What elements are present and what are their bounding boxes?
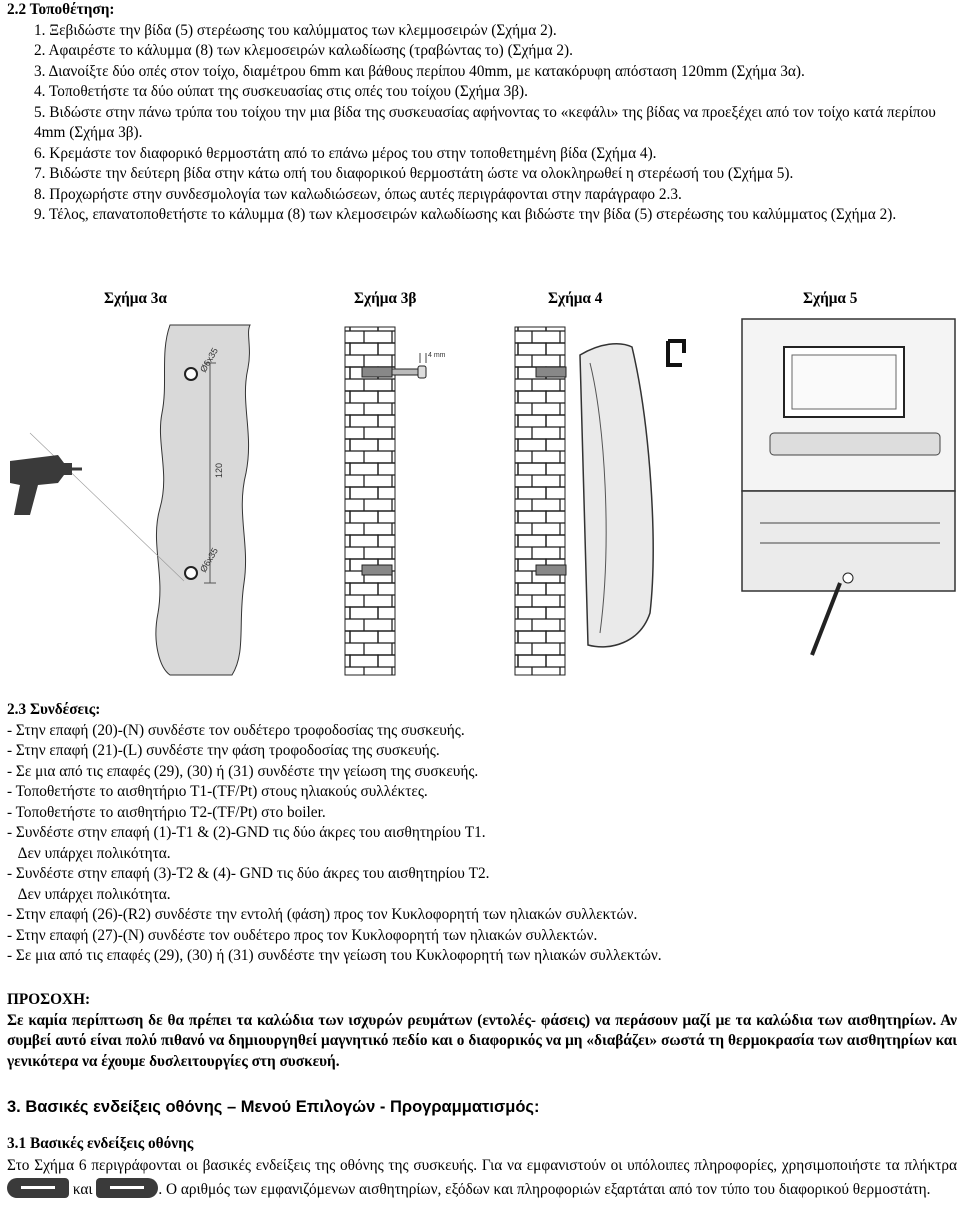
- connection-line-4: - Τοποθετήστε το αισθητήριο T1-(TF/Pt) στους ηλιακούς συλλέκτες.: [7, 783, 428, 800]
- connection-line-11: - Στην επαφή (27)-(N) συνδέστε τον ουδέτερο προς τον Κυκλοφορητή των ηλιακών συλλεκτών.: [7, 926, 598, 944]
- connection-line-1: - Στην επαφή (20)-(N) συνδέστε τον ουδέτερο τροφοδοσίας της συσκευής.: [7, 721, 465, 739]
- fig5-drawing: [742, 319, 955, 655]
- connections-section: [7, 700, 957, 967]
- figures-row: [0, 283, 960, 683]
- fig4-drawing: [515, 327, 684, 675]
- connection-line-3: - Σε μια από τις επαφές (29), (30) ή (31) συνδέστε την γείωση της συσκευής.: [7, 762, 479, 780]
- step-7: 7. Βιδώστε την δεύτερη βίδα στην κάτω οπή του διαφορικού θερμοστάτη ώστε να ολοκληρωθεί η στερέωσή του (Σχήμα 5).: [34, 165, 794, 182]
- drill-icon: [10, 455, 82, 515]
- installation-section: [7, 0, 957, 226]
- connection-line-7: Δεν υπάρχει πολικότητα.: [7, 844, 171, 862]
- fig5-label: Σχήμα 5: [803, 290, 858, 307]
- display-text-after: . Ο αριθμός των εμφανιζόμενων αισθητηρίων, εξόδων και πληροφοριών εξαρτάται από τον τύπο του διαφορικού θερμοστάτη.: [158, 1181, 931, 1198]
- step-6: 6. Κρεμάστε τον διαφορικό θερμοστάτη από το επάνω μέρος του στην τοποθετημένη βίδα (Σχήμα 4).: [34, 144, 657, 162]
- display-section: [7, 1097, 957, 1202]
- figures-drawing: [0, 283, 960, 683]
- connection-line-12: - Σε μια από τις επαφές (29), (30) ή (31) συνδέστε την γείωση του Κυκλοφορητή των ηλιακών συλλεκτών.: [7, 947, 662, 964]
- fig3a-label: Σχήμα 3α: [104, 290, 167, 307]
- step-2: 2. Αφαιρέστε το κάλυμμα (8) των κλεμοσειρών καλωδίωσης (τραβώντας το) (Σχήμα 2).: [34, 42, 573, 59]
- connection-line-2: - Στην επαφή (21)-(L) συνδέστε την φάση τροφοδοσίας της συσκευής.: [7, 742, 440, 759]
- warning-title: ΠΡΟΣΟΧΗ:: [7, 991, 91, 1008]
- warning-section: [7, 990, 957, 1072]
- display-section-title: 3. Βασικές ενδείξεις οθόνης – Μενού Επιλογών - Προγραμματισμός:: [7, 1098, 540, 1116]
- connection-line-6: - Συνδέστε στην επαφή (1)-T1 & (2)-GND τις δύο άκρες του αισθητηρίου T1.: [7, 824, 486, 841]
- protrusion-label: 4 mm: [428, 352, 446, 359]
- left-key-icon: [7, 1178, 69, 1198]
- step-4: 4. Τοποθετήστε τα δύο ούπατ της συσκευασίας στις οπές του τοίχου (Σχήμα 3β).: [34, 83, 528, 100]
- warning-text: Σε καμία περίπτωση δε θα πρέπει τα καλώδια των ισχυρών ρευμάτων (εντολές- φάσεις) να περάσουν μαζί με τα καλώδια των αισθητηρίων. Αν συμβεί αυτό είναι πολύ πιθανό να δημιουργηθεί μαγνητικό πεδίο και ο διαφορικός να μη «διαβάζει» σωστά τη θερμοκρασία των αισθητηρίων και γενικότερα να έχουμε δυσλειτουργίες στη συσκευή.: [7, 1011, 957, 1070]
- fig3b-label: Σχήμα 3β: [354, 290, 417, 307]
- right-key-icon: [96, 1178, 158, 1198]
- connection-line-10: - Στην επαφή (26)-(R2) συνδέστε την εντολή (φάση) προς τον Κυκλοφορητή των ηλιακών συλλεκτών.: [7, 906, 638, 923]
- installation-title: 2.2 Τοποθέτηση:: [7, 1, 115, 18]
- connection-line-8: - Συνδέστε στην επαφή (3)-T2 & (4)- GND τις δύο άκρες του αισθητηρίου T2.: [7, 865, 490, 882]
- installation-steps: [7, 21, 957, 103]
- step-8: 8. Προχωρήστε στην συνδεσμολογία των καλωδιώσεων, όπως αυτές περιγράφονται στην παράγραφο 2.3.: [34, 185, 682, 203]
- display-paragraph: [7, 1154, 957, 1202]
- hole-label-bottom: Ø6x35: [198, 546, 220, 574]
- display-text-before: Στο Σχήμα 6 περιγράφονται οι βασικές ενδείξεις της οθόνης της συσκευής. Για να εμφανιστούν οι υπόλοιπες πληροφορίες, χρησιμοποιήστε τα πλήκτρα: [7, 1157, 957, 1174]
- connections-title: 2.3 Συνδέσεις:: [7, 701, 101, 718]
- step-1: 1. Ξεβιδώστε την βίδα (5) στερέωσης του καλύμματος των κλεμμοσειρών (Σχήμα 2).: [34, 21, 557, 39]
- step-5: 5. Βιδώστε στην πάνω τρύπα του τοίχου την μια βίδα της συσκευασίας αφήνοντας το «κεφάλι» της βίδας να προεξέχει από τον τοίχο κατά περίπου 4mm (Σχήμα 3β).: [34, 103, 936, 141]
- display-subsection-title: 3.1 Βασικές ενδείξεις οθόνης: [7, 1134, 194, 1152]
- hole-label-top: Ø6x35: [198, 346, 220, 374]
- distance-label: 120: [214, 462, 224, 478]
- connection-line-9: Δεν υπάρχει πολικότητα.: [7, 885, 171, 903]
- installation-steps-cont: [7, 103, 957, 226]
- fig4-label: Σχήμα 4: [548, 290, 603, 307]
- display-text-and: και: [72, 1181, 93, 1198]
- step-9: 9. Τέλος, επανατοποθετήστε το κάλυμμα (8) των κλεμοσειρών καλωδίωσης και βιδώστε την βίδα (5) στερέωσης του καλύμματος (Σχήμα 2).: [34, 206, 897, 223]
- step-3: 3. Διανοίξτε δύο οπές στον τοίχο, διαμέτρου 6mm και βάθους περίπου 40mm, με κατακόρυφη απόσταση 120mm (Σχήμα 3α).: [34, 62, 805, 80]
- fig3b-wall: [345, 327, 426, 675]
- fig3a-wall: [30, 325, 250, 675]
- connection-line-5: - Τοποθετήστε το αισθητήριο T2-(TF/Pt) στο boiler.: [7, 803, 326, 821]
